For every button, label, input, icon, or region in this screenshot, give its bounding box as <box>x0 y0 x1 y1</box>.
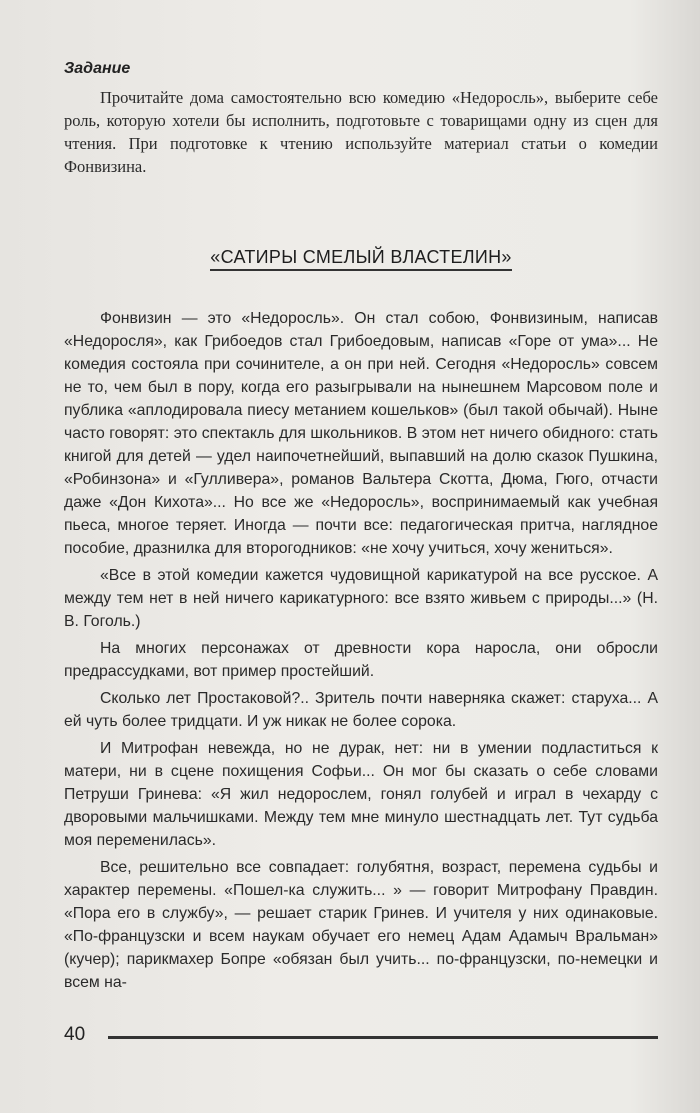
footer-divider <box>108 1036 658 1039</box>
paragraph: Сколько лет Простаковой?.. Зритель почти наверняка скажет: старуха... А ей чуть более тридцати. И уж никак не более сорока. <box>64 690 658 730</box>
paragraph: Фонвизин — это «Недоросль». Он стал собою, Фонвизиным, написав «Недоросля», как Грибоедов стал Грибоедовым, написав «Горе от ума»... Не комедия состояла при сочинителе, а он при ней. Сегодня «Недоросль» совсем не то, чем был в пору, когда его разыгрывали на нынешнем Марсовом поле и публика «аплодировала пиесу метанием кошельков» (был такой обычай). Ныне часто говорят: это спектакль для школьников. В этом нет ничего обидного: стать книгой для детей — удел наипочетнейший, выпавший на долю сказок Пушкина, «Робинзона» и «Гулливера», романов Вальтера Скотта, Дюма, Гюго, отчасти даже «Дон Кихота»... Но все же «Недоросль», воспринимаемый как учебная пьеса, многое теряет. Иногда — почти все: педагогическая притча, наглядное пособие, дразнилка для второгодников: «не хочу учиться, хочу жениться». <box>64 310 658 557</box>
section-title-text: «САТИРЫ СМЕЛЫЙ ВЛАСТЕЛИН» <box>210 247 511 271</box>
task-heading: Задание <box>64 60 131 77</box>
section-title <box>64 247 658 268</box>
paragraph: «Все в этой комедии кажется чудовищной карикатурой на все русское. А между тем нет в ней ничего карикатурного: все взято живьем с природы...» (Н. В. Гоголь.) <box>64 567 658 630</box>
page-footer <box>64 1020 658 1050</box>
paragraph: И Митрофан невежда, но не дурак, нет: ни в умении подластиться к матери, ни в сцене похищения Софьи... Он мог бы сказать о себе словами Петруши Гринева: «Я жил недорослем, гонял голубей и играл в чехарду с дворовыми мальчишками. Между тем мне минуло шестнадцать лет. Тут судьба моя переменилась». <box>64 740 658 849</box>
article-body <box>64 307 658 998</box>
paragraph: Все, решительно все совпадает: голубятня, возраст, перемена судьбы и характер перемены. «Пошел-ка служить... » — говорит Митрофану Правдин. «Пора его в службу», — решает старик Гринев. И учителя у них одинаковые. «По-французски и всем наукам обучает его немец Адам Адамыч Вральман» (кучер); парикмахер Бопре «обязан был учить... по-французски, по-немецки и всем на- <box>64 859 658 991</box>
task-text: Прочитайте дома самостоятельно всю комедию «Недоросль», выберите себе роль, которую хотели бы исполнить, подготовьте с товарищами одну из сцен для чтения. При подготовке к чтению используйте материал статьи о комедии Фонвизина. <box>64 88 658 176</box>
page-number: 40 <box>64 1024 86 1045</box>
paragraph: На многих персонажах от древности кора наросла, они обросли предрассудками, вот пример простейший. <box>64 640 658 680</box>
